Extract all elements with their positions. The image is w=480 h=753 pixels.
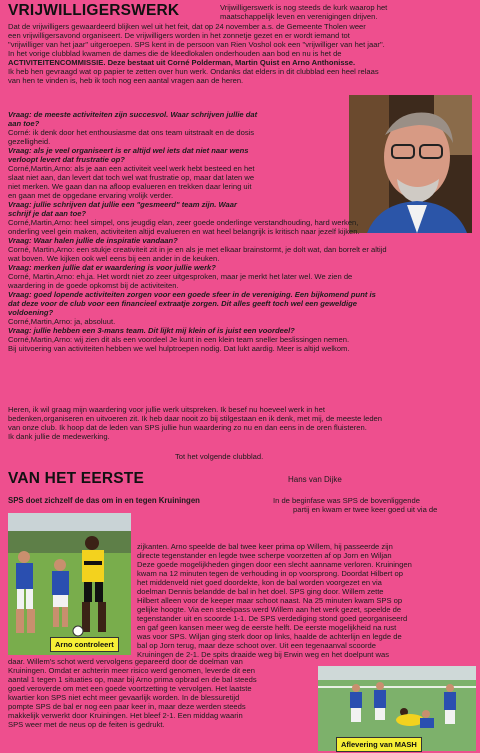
author-name: Hans van Dijke xyxy=(288,475,342,484)
closing-paragraph: Heren, ik wil graag mijn waardering voor jullie werk uitspreken. Ik besef nu hoeveel werk in het bedenken,organiseren en uitvoeren zit. Ik heb daar nooit zo bij stilgestaan en ik denk, met mij, de meeste leden van onze club. Ik hoop dat de leden van SPS jullie hun waardering zo nu en dan eens in de oren fluisteren. Ik dank jullie de medewerking. xyxy=(8,405,383,441)
photo-caption-mash: Aflevering van MASH xyxy=(336,737,422,752)
article-title-vrijwilligerswerk: VRIJWILLIGERSWERK xyxy=(8,2,180,19)
portrait-photo xyxy=(349,95,472,233)
match-report-right-col: In de beginfase was SPS de bovenliggende partij en kwam er twee keer goed uit via de xyxy=(273,496,438,514)
article-title-van-het-eerste: VAN HET EERSTE xyxy=(8,470,145,487)
photo-caption-arno: Arno controleert xyxy=(50,637,119,652)
signoff: Tot het volgende clubblad. xyxy=(175,452,264,461)
football-photo-arno xyxy=(8,513,131,655)
intro-paragraph: Dat de vrijwilligers gewaardeerd blijken wel uit het feit, dat op 24 november a.s. de Gemeente Tholen weer een vrijwilligersavond organiseert. De vrijwilligers worden in het zonnetje gezet en er wordt iemand tot "vrijwilliger van het jaar" uitgeroepen. SPS kent in de persoon van Rien Voshol ook een "vrijwilliger van het jaar". In het vorige clubblad kwamen de dames die de kleedlokalen onderhouden aan bod en nu is het de ACTIVITEITENCOMMISSIE. Deze bestaat uit Corné Polderman, Martin Quist en Arno Anthonisse. Ik heb hen gevraagd wat op papier te zetten over hun werk. Ondanks dat elders in dit clubblad een heel relaas van hen te vinden is, heb ik toch nog een aantal vragen aan de heren. xyxy=(8,22,385,85)
article-subtitle: SPS doet zichzelf de das om in en tegen Kruiningen xyxy=(8,496,200,505)
intro-right-text: Vrijwilligerswerk is nog steeds de kurk waarop het maatschappelijk leven en verenigingen drijven. xyxy=(220,3,388,21)
qa-section-wide: Corné,Martin,Arno: heel simpel, ons jeugdig elan, zeer goede onderlinge verstandhouding, hard werken, onderling veel gein maken, activiteiten altijd evalueren en wat heel belangrijk is kritisch naar jezelf kijken. Vraag: Waar halen jullie de inspiratie vandaan? Corné, Martin,Arno: een stukje creativiteit zit in je en als je met elkaar brainstormt, je dolt wat, dan borrelt er altijd wat boven. We kijken ook wel eens bij een ander in de keuken. Vraag: merken jullie dat er waardering is voor jullie werk? Corné, Martin,Arno: eh,ja. Het wordt niet zo zeer uitgesproken, maar je merkt het later wel. We zien de waardering in de goede opkomst bij de activiteiten. Vraag: goed lopende activiteiten zorgen voor een goede sfeer in de vereniging. Een bijkomend punt is dat deze voor de club voor een financieel extraatje zorgen. Dit alles geeft toch wel een geweldige voldoening? Corné,Martin,Arno: ja, absoluut. Vraag: jullie hebben een 3-mans team. Dit lijkt mij klein of is juist een voordeel? Corné,Martin,Arno: wij zien dit als een voordeel Je kunt in een klein team sneller beslissingen nemen. Bij uitvoering van activiteiten hebben we wel hulptroepen nodig. Dat lukt aardig. Meer is altijd welkom. xyxy=(8,218,387,353)
match-report-wide-col: zijkanten. Arno speelde de bal twee keer prima op Willem, hij passeerde zijn directe tegenstander en legde twee scherpe voorzetten af op Jorn en Wiljan Deze goede mogelijkheden gingen door een slecht aanname verloren. Kruiningen kwam na 12 minuten tegen de verhouding in op voorsprong. Doordat Hilbert op het middenveld niet goed doordekte, kon de bal worden voorgezet en via doelman Dennis belandde de bal in het doel. SPS ging door. Willem zette Hilbert alleen voor de keeper maar schoot naast. Na 25 minuten kwam SPS op gelijke hoogte. Via een steekpass werd Willem aan het werk gezet, speelde de tegenstander uit en scoorde 1-1. De SPS verdediging stond goed georganiseerd en gaf geen kansen meer weg de eerste helft. De eerste mogelijkheid na rust was voor SPS. Wiljan ging sterk door op links, haalde de achterlijn en legde de bal op Jorn terug, maar deze schoot over. Uit een tegenaanval scoorde Kruiningen de 2-1. De spits draaide weg bij Erwin weg en het doelpunt was xyxy=(137,542,412,659)
match-report-bottom: daar. Willem's schot werd vervolgens gepareerd door de doelman van Kruiningen. Omdat er achterin meer risico werd genomen, leverde dit een aantal 1 tegen 1 situaties op, maar bij Arno prima opbrad en de bal steeds goed veroverde om met een goede voortzetting te vervolgen. Het laatste kwartier kon SPS niet echt meer gevaarlijk worden. In de blessuretijd pompte SPS de bal er nog een paar keer in, maar deze werden steeds makkelijk verwerkt door Kruiningen. Het bleef 2-1. Een middag waarin SPS weer met de neus op de feiten is gedrukt. xyxy=(8,657,257,729)
qa-section-narrow: Vraag: de meeste activiteiten zijn succesvol. Waar schrijven jullie dat aan toe? Corné: ik denk door het enthousiasme dat ons team uitstraalt en de dosis gezelligheid. Vraag: als je veel organiseert is er altijd wel iets dat niet naar wens verloopt levert dat frustratie op? Corné,Martin,Arno: als je aan een activiteit veel werk hebt besteed en het slaat niet aan, dan levert dat toch wel wat frustratie op, maar dat laten we niet merken. We gaan dan na afloop evalueren en trekken daar lering uit en gaan met de opgedane ervaring vrolijk verder. Vraag: jullie schrijven dat jullie een "gesmeerd" team zijn. Waar schrijf je dat aan toe? xyxy=(8,110,258,218)
